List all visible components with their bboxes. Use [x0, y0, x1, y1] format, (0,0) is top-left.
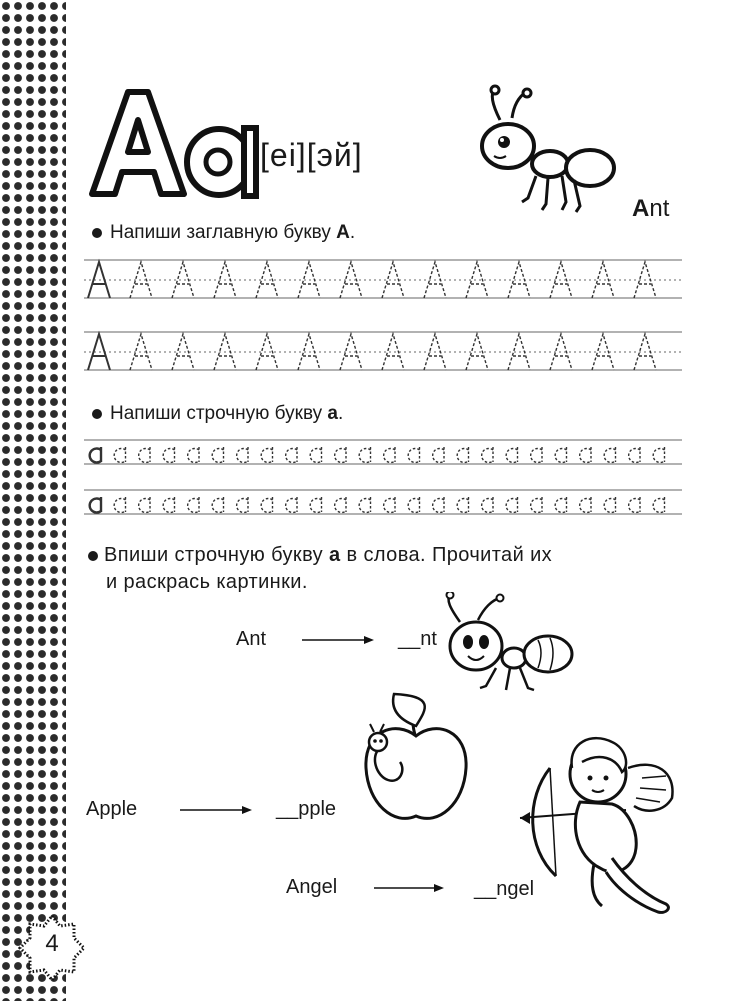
- trace-lower-letter: [286, 447, 297, 463]
- trace-lower-letter: [188, 447, 199, 463]
- capital-trace-row-1[interactable]: [84, 258, 682, 300]
- trace-lower-letter: [139, 447, 150, 463]
- arrow-icon: [180, 804, 254, 816]
- word-angel: Angel: [286, 876, 338, 898]
- trace-lower-letter: [237, 497, 248, 513]
- trace-lower-letter: [629, 497, 640, 513]
- bullet-icon: [88, 551, 98, 561]
- trace-lower-letter: [653, 497, 664, 513]
- bullet-icon: [92, 228, 102, 238]
- trace-lower-letter: [457, 447, 468, 463]
- trace-lower-letter: [188, 497, 199, 513]
- blank-word-ant[interactable]: __nt: [398, 628, 437, 650]
- cartoon-ant-picture: [440, 592, 576, 696]
- arrow-icon: [302, 634, 376, 646]
- trace-lower-letter: [261, 497, 272, 513]
- trace-lower-letter: [629, 447, 640, 463]
- trace-lower-letter: [531, 447, 542, 463]
- task1-end: .: [349, 222, 356, 243]
- trace-lower-letter: [506, 497, 517, 513]
- trace-lower-letter: [163, 447, 174, 463]
- apple-with-worm-picture: [356, 690, 474, 830]
- task1-key: A: [336, 222, 350, 243]
- trace-lower-letter: [653, 447, 664, 463]
- example-word-rest: nt: [649, 195, 670, 222]
- task3-key: а: [329, 544, 341, 566]
- bullet-icon: [92, 409, 102, 419]
- trace-lower-letter: [580, 497, 591, 513]
- sample-lower-letter: [90, 497, 101, 513]
- task2-text: Напиши строчную букву: [110, 403, 328, 424]
- trace-lower-letter: [212, 497, 223, 513]
- blank-word-angel-text: __ngel: [474, 878, 535, 900]
- trace-lower-letter: [433, 497, 444, 513]
- word-ant: Ant: [236, 628, 267, 650]
- trace-lower-letter: [482, 447, 493, 463]
- page-number: 4: [45, 930, 59, 957]
- ant-illustration: [470, 84, 620, 224]
- task3-text-before: Впиши строчную букву: [104, 544, 330, 566]
- word-apple: Apple: [86, 798, 138, 820]
- example-word-ant: [632, 195, 669, 223]
- trace-lower-letter: [212, 447, 223, 463]
- task-lower-instruction: [92, 403, 343, 425]
- trace-lower-letter: [506, 447, 517, 463]
- trace-lower-letter: [163, 497, 174, 513]
- trace-lower-letter: [604, 497, 615, 513]
- lower-trace-row-2[interactable]: [84, 488, 682, 518]
- trace-lower-letter: [139, 497, 150, 513]
- trace-lower-letter: [114, 447, 125, 463]
- task3-line2: и раскрась картинки.: [106, 571, 308, 593]
- arrow-icon: [374, 882, 446, 894]
- trace-lower-letter: [335, 497, 346, 513]
- trace-lower-letter: [482, 497, 493, 513]
- trace-lower-letter: [359, 447, 370, 463]
- task3-text-after: в слова. Прочитай их: [340, 544, 553, 566]
- task-words-instruction: [88, 542, 688, 596]
- big-letter-aa: [84, 82, 259, 204]
- task-capital-instruction: [92, 222, 355, 244]
- task2-key: a: [327, 403, 338, 424]
- blank-word-angel[interactable]: [474, 878, 534, 901]
- blank-word-apple-text: __pple: [276, 798, 337, 820]
- trace-lower-letter: [384, 447, 395, 463]
- lower-trace-row-1[interactable]: [84, 438, 682, 468]
- trace-lower-letter: [310, 497, 321, 513]
- cupid-angel-picture: [516, 728, 684, 914]
- task2-end: .: [337, 403, 344, 424]
- capital-trace-row-2[interactable]: [84, 330, 682, 372]
- trace-lower-letter: [408, 497, 419, 513]
- task1-text: Напиши заглавную букву: [110, 222, 337, 243]
- trace-lower-letter: [408, 447, 419, 463]
- trace-lower-letter: [237, 447, 248, 463]
- trace-lower-letter: [555, 447, 566, 463]
- sample-lower-letter: [90, 447, 101, 463]
- transcription: [ei][эй]: [260, 137, 363, 173]
- trace-lower-letter: [286, 497, 297, 513]
- blank-word-apple[interactable]: [276, 798, 336, 821]
- trace-lower-letter: [555, 497, 566, 513]
- trace-lower-letter: [580, 447, 591, 463]
- trace-lower-letter: [261, 447, 272, 463]
- trace-lower-letter: [433, 447, 444, 463]
- polka-dot-border: [0, 0, 66, 1001]
- trace-lower-letter: [310, 447, 321, 463]
- example-word-bold: A: [632, 195, 650, 222]
- trace-lower-letter: [457, 497, 468, 513]
- trace-lower-letter: [335, 447, 346, 463]
- trace-lower-letter: [384, 497, 395, 513]
- trace-lower-letter: [359, 497, 370, 513]
- trace-lower-letter: [604, 447, 615, 463]
- trace-lower-letter: [114, 497, 125, 513]
- trace-lower-letter: [531, 497, 542, 513]
